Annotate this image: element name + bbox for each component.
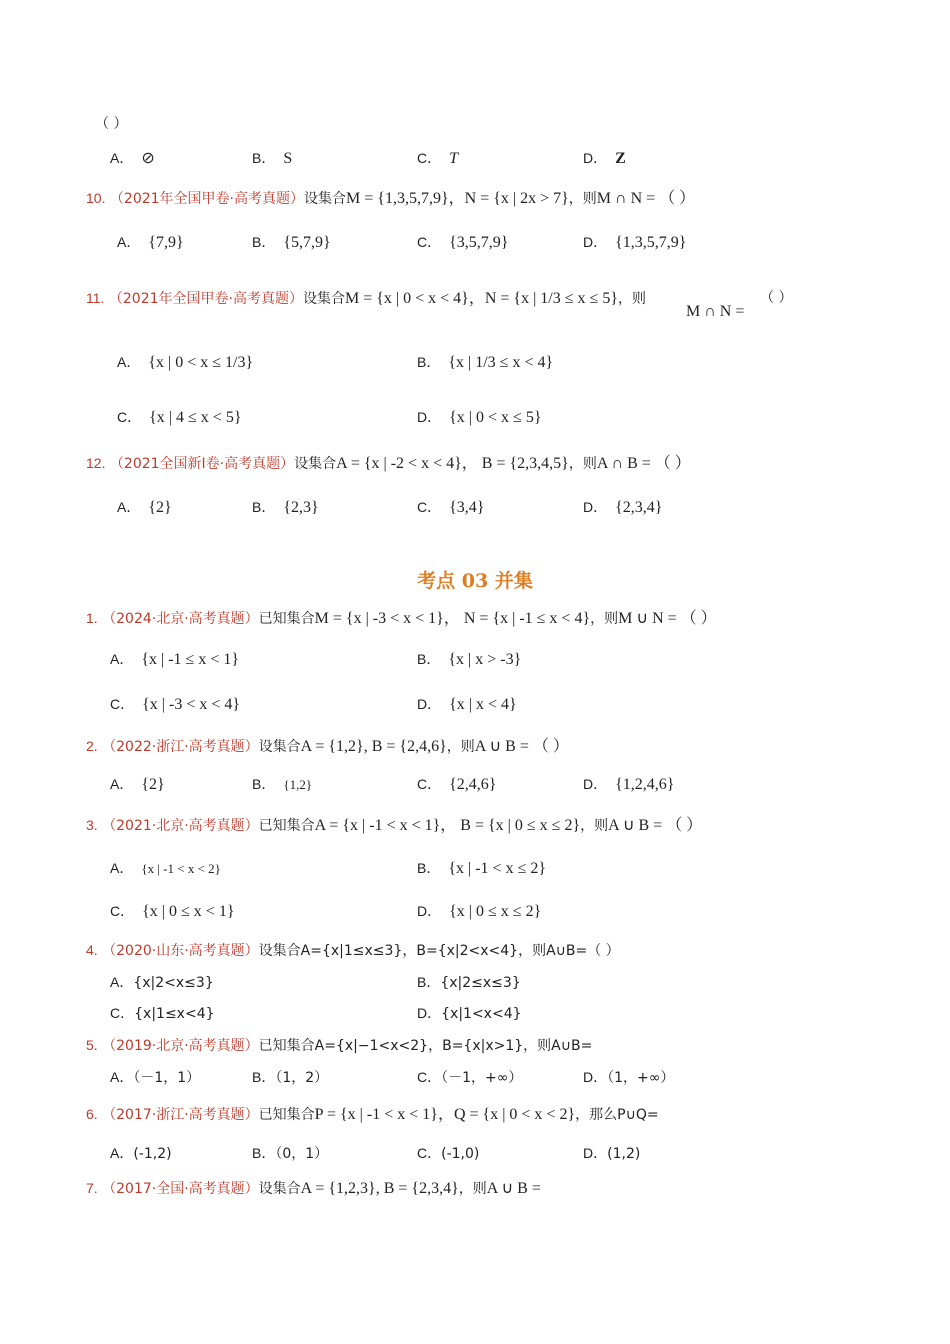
question-tail: ，那么P∪Q= — [575, 1107, 659, 1123]
option-value: {x | -3 < x < 4} — [142, 696, 241, 713]
u6-option-d — [583, 1143, 640, 1164]
option-label: B． — [252, 1069, 276, 1085]
question-tail: ，则 — [568, 456, 597, 472]
option-value: {2,3} — [283, 499, 319, 516]
question-math-2: A ∪ B = （ ） — [608, 817, 703, 834]
u5-option-a — [110, 1067, 200, 1088]
q12-option-b — [252, 497, 319, 518]
question-math-2: A ∪ B = — [486, 1180, 541, 1197]
option-label: D． — [583, 776, 608, 792]
question-tail: ，则 — [580, 818, 609, 834]
question-source: （2021年全国甲卷·高考真题） — [109, 191, 305, 207]
q11-option-c — [117, 407, 242, 428]
question-number: 5. — [86, 1037, 98, 1053]
option-label: C． — [110, 696, 135, 712]
option-label: D． — [417, 903, 442, 919]
u4-option-b — [417, 972, 521, 993]
option-value: {2,4,6} — [449, 776, 497, 793]
u1-option-a — [110, 649, 239, 670]
question-stem: 已知集合 — [258, 818, 315, 834]
option-value: {x|1<x<4} — [441, 1006, 522, 1022]
option-value: {x|1≤x<4} — [134, 1006, 215, 1022]
option-value: {3,4} — [449, 499, 485, 516]
question-stem: 设集合 — [258, 1181, 301, 1197]
question-math-2: M ∩ N = （ ） — [596, 190, 696, 207]
u2-option-c — [417, 774, 496, 795]
question-stem: 已知集合 — [258, 1107, 315, 1123]
option-label: B． — [252, 499, 276, 515]
union-question-2 — [86, 736, 569, 757]
option-value: {x | 0 ≤ x ≤ 2} — [449, 903, 542, 920]
option-label: C． — [110, 903, 135, 919]
option-value: {x | -1 ≤ x < 1} — [141, 651, 240, 668]
question-math-2: A ∩ B = （ ） — [596, 455, 691, 472]
option-label: D． — [583, 1069, 608, 1085]
question-source: （2019·北京·高考真题） — [102, 1038, 259, 1054]
question-number: 10. — [86, 190, 106, 206]
u4-option-a — [110, 972, 214, 993]
option-label: C． — [117, 409, 142, 425]
option-label: B． — [417, 860, 441, 876]
option-label: B． — [417, 974, 441, 990]
option-label: B． — [252, 234, 276, 250]
question-11 — [86, 288, 646, 309]
option-value: {x | x > -3} — [448, 651, 522, 668]
top-option-b — [252, 148, 292, 169]
q11-option-a — [117, 352, 253, 373]
top-paren: （ ） — [95, 116, 128, 132]
top-option-a — [110, 148, 155, 169]
option-value: （－1，+∞） — [441, 1070, 523, 1086]
option-label: C． — [110, 1005, 135, 1021]
union-question-4 — [86, 940, 620, 961]
question-number: 11. — [86, 290, 105, 306]
union-question-7 — [86, 1178, 541, 1199]
option-label: A． — [117, 354, 141, 370]
q10-option-b — [252, 232, 331, 253]
option-label: B． — [417, 651, 441, 667]
option-value: {1,2} — [283, 777, 313, 792]
option-value: {1,3,5,7,9} — [615, 234, 687, 251]
u1-option-b — [417, 649, 521, 670]
option-value: （0，1） — [275, 1146, 329, 1162]
q10-option-a — [117, 232, 184, 253]
u4-option-d — [417, 1003, 522, 1024]
option-label: C． — [417, 234, 442, 250]
u3-option-a — [110, 858, 221, 879]
q11-option-b — [417, 352, 553, 373]
option-value: {x|2≤x≤3} — [440, 975, 521, 991]
u5-option-b — [252, 1067, 328, 1088]
u6-option-b — [252, 1143, 328, 1164]
option-value: {2,3,4} — [615, 499, 663, 516]
option-label: A． — [110, 651, 134, 667]
option-label: C． — [417, 499, 442, 515]
question-number: 1. — [86, 610, 98, 626]
q10-option-c — [417, 232, 508, 253]
question-number: 3. — [86, 817, 98, 833]
option-label: A． — [110, 150, 134, 166]
option-value: {1,2,4,6} — [615, 776, 675, 793]
union-question-1 — [86, 608, 717, 629]
option-label: A． — [110, 1069, 134, 1085]
question-math: M = {x | -3 < x < 1}， N = {x | -1 ≤ x < 4} — [314, 610, 591, 627]
question-math: A = {x | -2 < x < 4}， B = {2,3,4,5} — [336, 455, 569, 472]
option-label: A． — [110, 776, 134, 792]
option-value: （－1，1） — [133, 1070, 201, 1086]
section-title: 考点 03 并集 — [417, 570, 533, 592]
union-question-5 — [86, 1035, 592, 1056]
question-math: A = {x | -1 < x < 1}， B = {x | 0 ≤ x ≤ 2} — [314, 817, 581, 834]
option-value: (-1,2) — [133, 1146, 172, 1162]
union-question-6 — [86, 1104, 659, 1125]
question-number: 7. — [86, 1180, 98, 1196]
question-stem: 设集合 — [258, 739, 301, 755]
option-label: C． — [417, 1069, 442, 1085]
u2-option-a — [110, 774, 165, 795]
question-text: 设集合A={x|1≤x≤3}，B={x|2<x<4}，则A∪B=（ ） — [258, 943, 620, 959]
q12-option-d — [583, 497, 662, 518]
question-tail: ，则 — [568, 191, 597, 207]
question-tail: ，则 — [458, 1181, 487, 1197]
option-value: {x | 0 < x ≤ 1/3} — [148, 354, 254, 371]
option-value: ⊘ — [141, 150, 155, 167]
option-label: B． — [252, 776, 276, 792]
u2-option-b — [252, 774, 312, 795]
u3-option-c — [110, 901, 235, 922]
option-value: Z — [615, 150, 626, 167]
question-10 — [86, 188, 695, 209]
option-label: D． — [417, 696, 442, 712]
question-tail: ，则 — [618, 291, 646, 307]
q11-option-d — [417, 407, 542, 428]
option-value: {5,7,9} — [283, 234, 331, 251]
question-math: P = {x | -1 < x < 1}，Q = {x | 0 < x < 2} — [314, 1106, 576, 1123]
option-label: A． — [117, 499, 141, 515]
question-math-2: A ∪ B = （ ） — [474, 738, 569, 755]
q10-option-d — [583, 232, 686, 253]
top-option-c — [417, 148, 458, 169]
option-value: （1，+∞） — [607, 1070, 675, 1086]
u3-option-d — [417, 901, 541, 922]
question-12 — [86, 453, 691, 474]
q12-option-c — [417, 497, 484, 518]
question-math: M = {1,3,5,7,9}，N = {x | 2x > 7} — [346, 190, 569, 207]
u2-option-d — [583, 774, 674, 795]
u1-option-c — [110, 694, 240, 715]
q11-answer-paren: （ ） — [760, 290, 793, 306]
option-value: T — [449, 150, 459, 167]
option-value: (1,2) — [607, 1146, 641, 1162]
option-label: B． — [417, 354, 441, 370]
option-label: D． — [583, 1145, 608, 1161]
option-label: B． — [252, 150, 276, 166]
option-label: C． — [417, 150, 442, 166]
question-source: （2021·北京·高考真题） — [102, 818, 259, 834]
question-source: （2021全国新Ⅰ卷·高考真题） — [109, 456, 295, 472]
option-label: D． — [417, 1005, 442, 1021]
option-value: S — [283, 150, 293, 167]
u3-option-b — [417, 858, 546, 879]
u6-option-a — [110, 1143, 172, 1164]
option-value: {2} — [148, 499, 172, 516]
question-source: （2024·北京·高考真题） — [102, 611, 259, 627]
question-source: （2022·浙江·高考真题） — [102, 739, 259, 755]
question-math: A = {1,2}, B = {2,4,6} — [300, 738, 447, 755]
option-label: B． — [252, 1145, 276, 1161]
question-text: 已知集合A={x|−1<x<2}，B={x|x>1}，则A∪B= — [258, 1038, 593, 1054]
option-value: {x | 1/3 ≤ x < 4} — [448, 354, 554, 371]
question-tail: ，则 — [590, 611, 619, 627]
option-value: {x | -1 < x ≤ 2} — [448, 860, 547, 877]
option-value: {x | 0 ≤ x < 1} — [142, 903, 235, 920]
option-label: D． — [583, 150, 608, 166]
question-number: 4. — [86, 942, 98, 958]
question-stem: 设集合 — [294, 456, 337, 472]
question-tail: ，则 — [446, 739, 475, 755]
option-value: （1，2） — [275, 1070, 329, 1086]
option-label: D． — [583, 499, 608, 515]
option-value: (-1,0) — [441, 1146, 480, 1162]
q12-option-a — [117, 497, 172, 518]
question-math: A = {1,2,3}, B = {2,3,4} — [300, 1180, 459, 1197]
u5-option-c — [417, 1067, 522, 1088]
union-question-3 — [86, 815, 702, 836]
q11-expression: M ∩ N = — [686, 303, 745, 320]
option-value: {x | -1 < x < 2} — [141, 861, 221, 876]
option-label: C． — [417, 1145, 442, 1161]
question-stem: 已知集合 — [258, 611, 315, 627]
option-value: {2} — [141, 776, 165, 793]
question-stem: 设集合 — [302, 291, 345, 307]
question-number: 6. — [86, 1106, 98, 1122]
option-label: C． — [417, 776, 442, 792]
option-label: D． — [417, 409, 442, 425]
option-label: A． — [110, 1145, 134, 1161]
option-label: A． — [110, 860, 134, 876]
question-source: （2017·全国·高考真题） — [102, 1181, 259, 1197]
option-value: {x | 0 < x ≤ 5} — [449, 409, 542, 426]
question-source: （2021年全国甲卷·高考真题） — [108, 291, 303, 307]
option-value: {x|2<x≤3} — [133, 975, 214, 991]
question-math-2: M ∪ N = （ ） — [618, 610, 717, 627]
option-value: {x | x < 4} — [449, 696, 517, 713]
question-source: （2020·山东·高考真题） — [102, 943, 259, 959]
question-number: 2. — [86, 738, 98, 754]
u5-option-d — [583, 1067, 674, 1088]
option-value: {3,5,7,9} — [449, 234, 509, 251]
option-value: {7,9} — [148, 234, 184, 251]
option-label: D． — [583, 234, 608, 250]
u4-option-c — [110, 1003, 215, 1024]
option-value: {x | 4 ≤ x < 5} — [149, 409, 242, 426]
question-math: M = {x | 0 < x < 4}，N = {x | 1/3 ≤ x ≤ 5} — [344, 290, 618, 307]
question-number: 12. — [86, 455, 106, 471]
question-stem: 设集合 — [304, 191, 347, 207]
option-label: A． — [110, 974, 134, 990]
question-source: （2017·浙江·高考真题） — [102, 1107, 259, 1123]
u6-option-c — [417, 1143, 479, 1164]
top-option-d — [583, 148, 626, 169]
option-label: A． — [117, 234, 141, 250]
u1-option-d — [417, 694, 517, 715]
